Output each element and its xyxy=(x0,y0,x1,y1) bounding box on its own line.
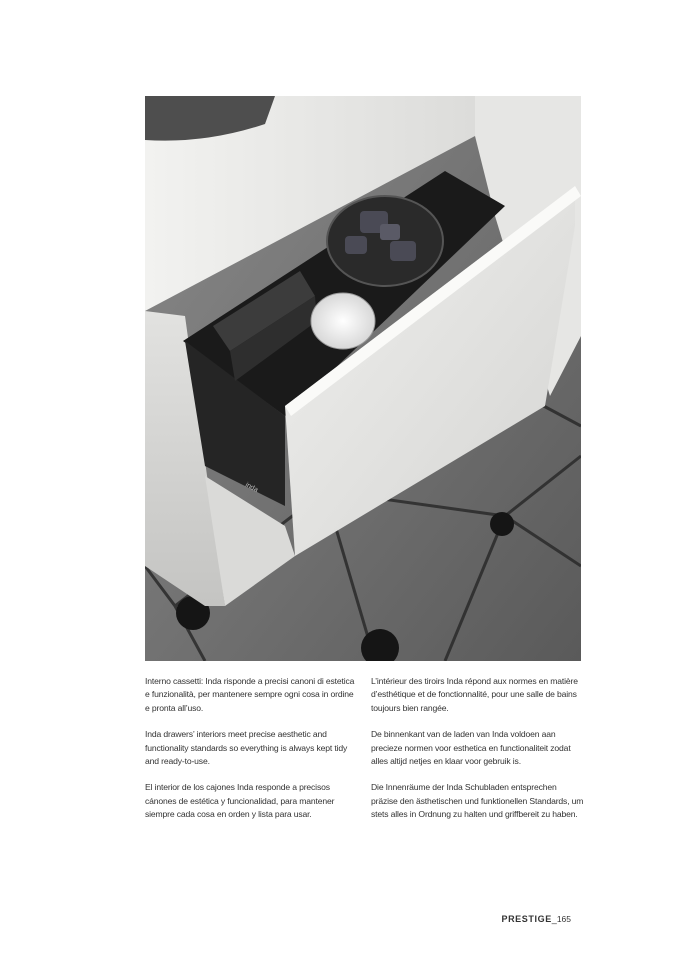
candle xyxy=(311,293,375,349)
product-photo xyxy=(145,96,581,661)
drawer-brand-label: inda xyxy=(244,481,260,494)
folio-brand: PRESTIGE xyxy=(501,914,552,924)
paragraph-german: Die Innenräume der Inda Schubladen entsprechen präzise den ästhetischen und funktionellen Standards, um stets alles in Ordnung zu halten und griffbereit zu haben. xyxy=(371,782,584,820)
paragraph-dutch: De binnenkant van de laden van Inda voldoen aan precieze normen voor esthetica en functionaliteit zodat alles altijd netjes en klaar voor gebruik is. xyxy=(371,729,571,767)
text-column-right xyxy=(371,675,585,835)
page-folio xyxy=(501,914,571,924)
folio-separator: _ xyxy=(551,914,557,924)
paragraph-english: Inda drawers’ interiors meet precise aesthetic and functionality standards so everything is always kept tidy and ready-to-use. xyxy=(145,729,348,767)
page-number: 165 xyxy=(556,914,571,924)
paragraph-french: L’intérieur des tiroirs Inda répond aux normes en matière d’esthétique et de fonctionnalité, pour une salle de bains toujours bien rangée. xyxy=(371,676,578,713)
stone-bowl xyxy=(327,196,443,286)
paragraph-spanish: El interior de los cajones Inda responde a precisos cánones de estética y funcionalidad, para mantener siempre cada cosa en orden y lista para usar. xyxy=(145,782,335,820)
drawer-photo-illustration xyxy=(145,96,581,661)
paragraph-italian: Interno cassetti: Inda risponde a precisi canoni di estetica e funzionalità, per mantenere sempre ogni cosa in ordine e pronta all’uso. xyxy=(145,676,355,713)
text-column-left xyxy=(145,675,359,835)
